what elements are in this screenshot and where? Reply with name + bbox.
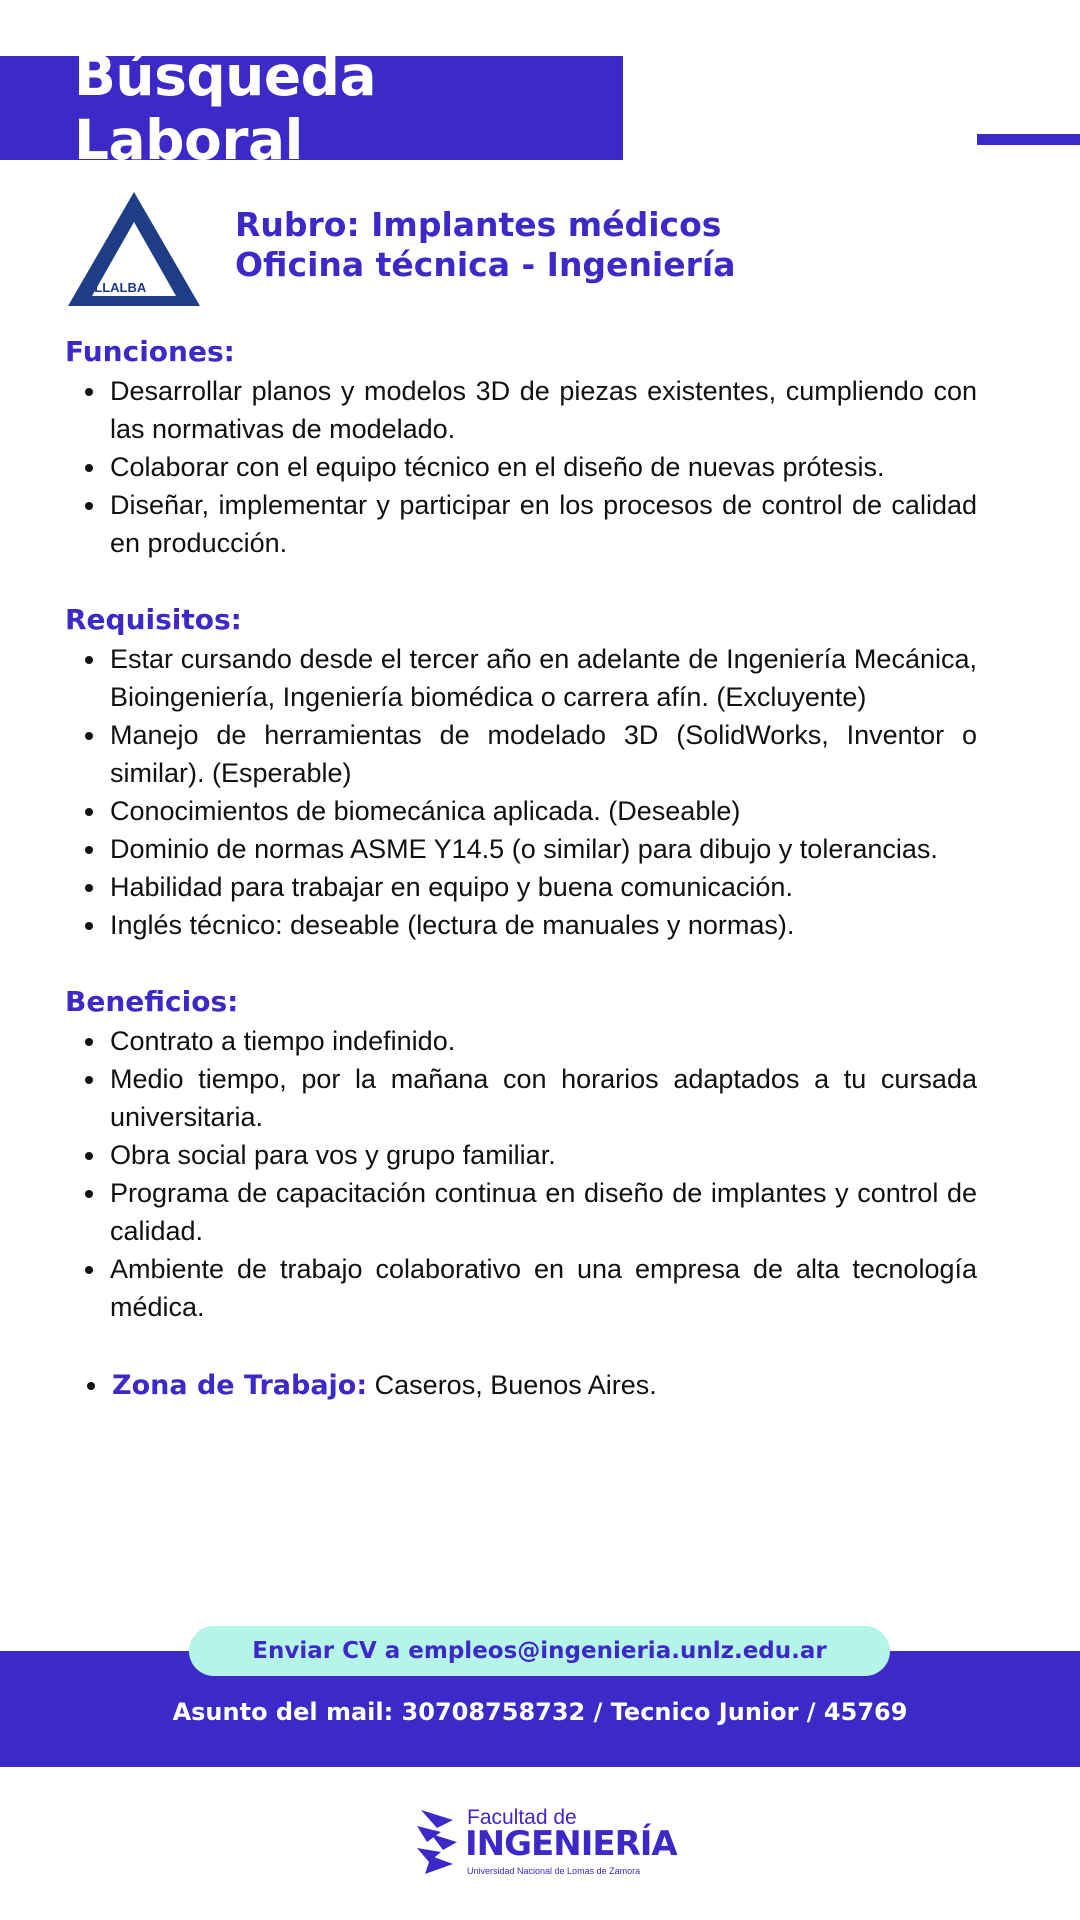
send-cv-text: Enviar CV a empleos@ingenieria.unlz.edu.ar — [252, 1638, 827, 1664]
rubro-heading — [235, 205, 735, 285]
list-item: Inglés técnico: deseable (lectura de manuales y normas). — [65, 906, 977, 944]
accent-line — [977, 134, 1080, 145]
list-item: Colaborar con el equipo técnico en el diseño de nuevas prótesis. — [65, 448, 977, 486]
list-item: Habilidad para trabajar en equipo y buena comunicación. — [65, 868, 977, 906]
send-cv-email-link[interactable] — [189, 1626, 890, 1676]
list-item: Medio tiempo, por la mañana con horarios adaptados a tu cursada universitaria. — [65, 1060, 977, 1136]
faculty-tiny-text: Universidad Nacional de Lomas de Zamora — [467, 1866, 641, 1876]
list-item: Diseñar, implementar y participar en los procesos de control de calidad en producción. — [65, 486, 977, 562]
funciones-list — [65, 372, 977, 562]
list-item: Ambiente de trabajo colaborativo en una empresa de alta tecnología médica. — [65, 1250, 977, 1326]
requisitos-title: Requisitos: — [65, 603, 242, 636]
beneficios-list — [65, 1022, 977, 1326]
faculty-logo — [417, 1806, 677, 1878]
zona-label: Zona de Trabajo: — [112, 1370, 368, 1401]
rubro-line-2: Oficina técnica - Ingeniería — [235, 245, 736, 284]
requisitos-list — [65, 640, 977, 944]
page-title-banner — [0, 44, 623, 172]
list-item: Manejo de herramientas de modelado 3D (SolidWorks, Inventor o similar). (Esperable) — [65, 716, 977, 792]
list-item: Obra social para vos y grupo familiar. — [65, 1136, 977, 1174]
faculty-mark-icon — [417, 1810, 457, 1874]
list-item: Programa de capacitación continua en diseño de implantes y control de calidad. — [65, 1174, 977, 1250]
rubro-line-1: Rubro: Implantes médicos — [235, 205, 722, 244]
list-item: Estar cursando desde el tercer año en adelante de Ingeniería Mecánica, Bioingeniería, Ingeniería biomédica o carrera afín. (Excluyente) — [65, 640, 977, 716]
page-title: Búsqueda Laboral — [74, 44, 377, 172]
zona-value: Caseros, Buenos Aires. — [367, 1370, 657, 1400]
beneficios-title: Beneficios: — [65, 985, 239, 1018]
list-item: Conocimientos de biomecánica aplicada. (Deseable) — [65, 792, 977, 830]
funciones-title: Funciones: — [65, 335, 235, 368]
faculty-big-text: INGENIERÍA — [465, 1824, 677, 1864]
list-item: Desarrollar planos y modelos 3D de piezas existentes, cumpliendo con las normativas de modelado. — [65, 372, 977, 448]
list-item: Contrato a tiempo indefinido. — [65, 1022, 977, 1060]
company-logo-text: VILLALBA — [82, 280, 147, 295]
list-item: Dominio de normas ASME Y14.5 (o similar) para dibujo y tolerancias. — [65, 830, 977, 868]
faculty-small-text: Facultad de — [467, 1806, 577, 1829]
zona-de-trabajo — [65, 1366, 977, 1405]
email-subject: Asunto del mail: 30708758732 / Tecnico Junior / 45769 — [172, 1698, 908, 1726]
job-content — [65, 332, 977, 1405]
